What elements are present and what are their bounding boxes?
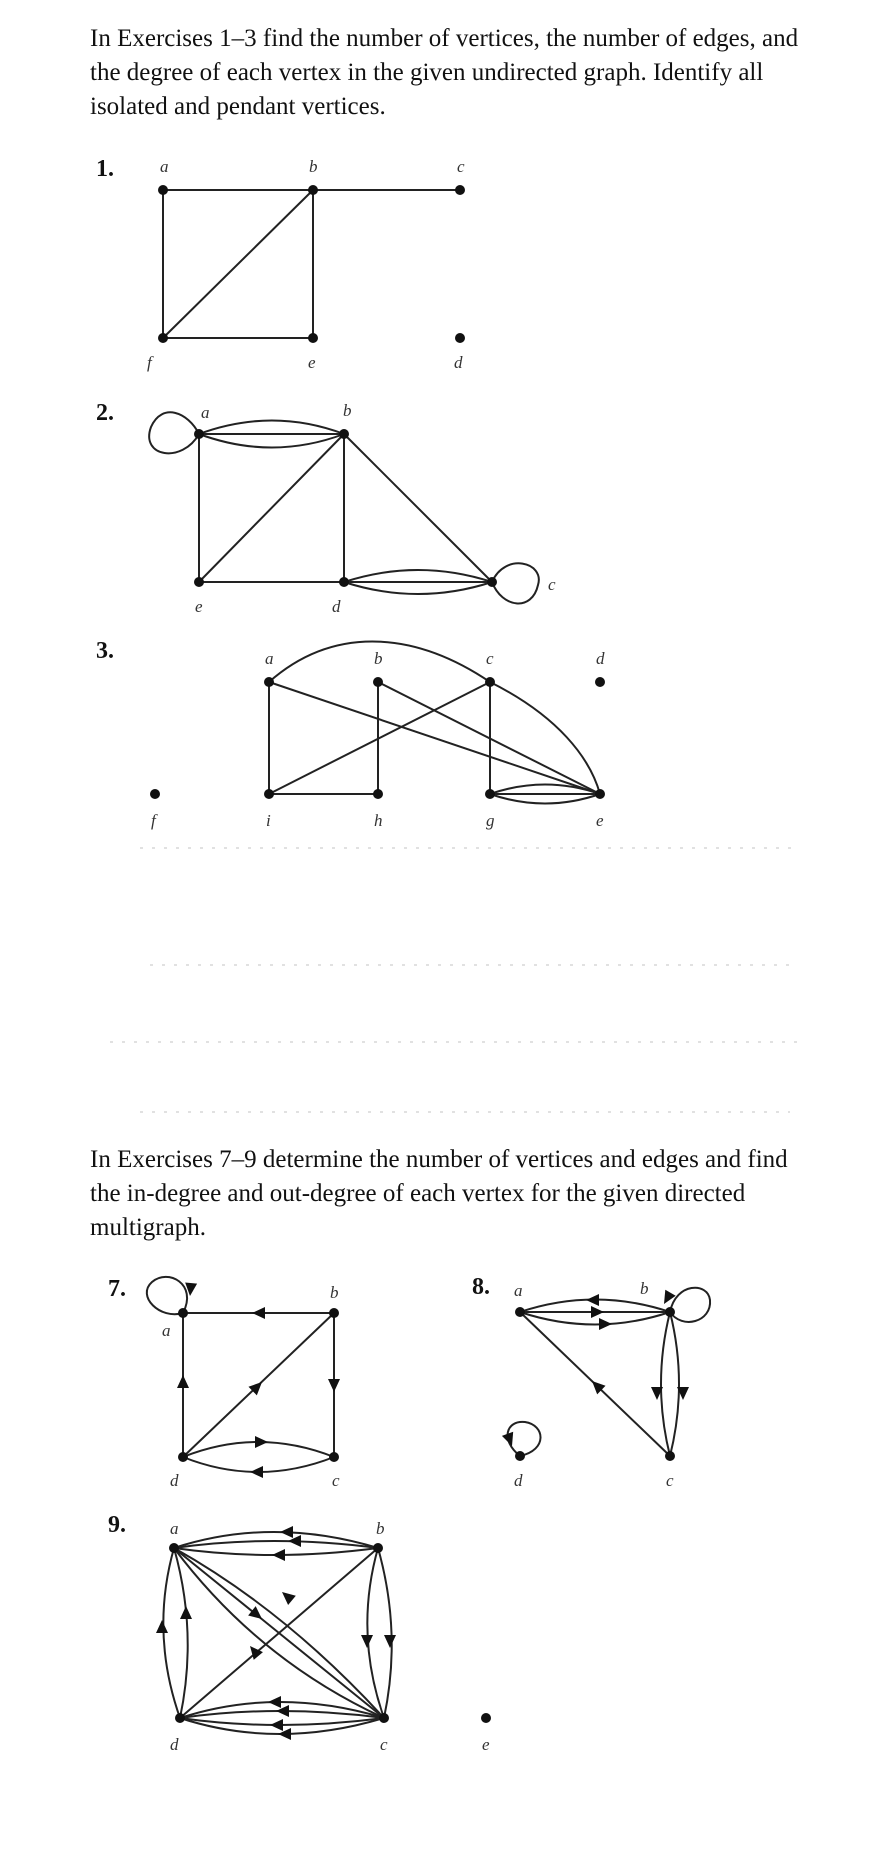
arrowhead: [156, 1620, 168, 1633]
label-a: a: [170, 1519, 179, 1538]
arrowhead: [252, 1307, 265, 1319]
arrowhead: [288, 1535, 301, 1547]
label-a: a: [201, 403, 210, 422]
label-a: a: [162, 1321, 171, 1340]
vertex-d: [178, 1452, 188, 1462]
edge-c-e: [490, 682, 600, 794]
label-h: h: [374, 811, 383, 830]
label-g: g: [486, 811, 495, 830]
vertex-i: [264, 789, 274, 799]
exercise-number-2: 2.: [96, 400, 114, 426]
edge-b-c: [344, 434, 492, 582]
arrowhead: [361, 1635, 373, 1648]
arrowhead: [591, 1306, 604, 1318]
label-c: c: [666, 1471, 674, 1490]
vertex-d: [455, 333, 465, 343]
edge-g-e-lower: [490, 794, 600, 804]
vertex-c: [455, 185, 465, 195]
edge-b-a-1: [174, 1532, 378, 1548]
edge-b-c-left: [661, 1312, 670, 1456]
arrowhead: [276, 1705, 289, 1717]
arrowhead: [245, 1642, 263, 1660]
vertex-b: [373, 677, 383, 687]
edge-d-c-lower: [344, 582, 492, 594]
vertex-e: [308, 333, 318, 343]
edge-a-b-upper: [199, 421, 344, 435]
edge-i-c: [269, 682, 490, 794]
edge-b-c-right: [670, 1312, 679, 1456]
graph-7: [108, 1276, 340, 1490]
label-e: e: [308, 353, 316, 372]
label-c: c: [380, 1735, 388, 1754]
exercise-number-3: 3.: [96, 638, 114, 664]
graph-2: [96, 400, 556, 616]
arrowhead: [278, 1728, 291, 1740]
label-c: c: [548, 575, 556, 594]
label-d: d: [332, 597, 341, 616]
arrowhead: [268, 1696, 281, 1708]
vertex-d: [339, 577, 349, 587]
vertex-b: [308, 185, 318, 195]
label-b: b: [343, 401, 352, 420]
loop-c: [492, 563, 539, 603]
label-d: d: [170, 1735, 179, 1754]
label-a: a: [265, 649, 274, 668]
vertex-d: [515, 1451, 525, 1461]
edge-b-d: [180, 1548, 378, 1718]
vertex-f: [158, 333, 168, 343]
arrowhead: [180, 1606, 192, 1619]
label-b: b: [309, 157, 318, 176]
scan-artifacts: [110, 848, 800, 1112]
vertex-a: [158, 185, 168, 195]
arrowhead: [384, 1635, 396, 1648]
arrowhead: [280, 1526, 293, 1538]
label-b: b: [374, 649, 383, 668]
exercise-number-7: 7.: [108, 1276, 126, 1302]
edge-e-b: [199, 434, 344, 582]
label-b: b: [376, 1519, 385, 1538]
vertex-e: [481, 1713, 491, 1723]
edge-d-c-upper: [344, 570, 492, 582]
label-d: d: [454, 353, 463, 372]
label-c: c: [457, 157, 465, 176]
edge-a-e: [269, 682, 600, 794]
vertex-c: [487, 577, 497, 587]
vertex-e: [194, 577, 204, 587]
label-d: d: [170, 1471, 179, 1490]
graph-9: [108, 1512, 491, 1754]
edge-b-c-right: [378, 1548, 392, 1718]
vertex-a: [515, 1307, 525, 1317]
label-a: a: [514, 1281, 523, 1300]
arrowhead: [250, 1466, 263, 1478]
edge-a-d: [174, 1548, 188, 1718]
vertex-b: [329, 1308, 339, 1318]
exercise-number-1: 1.: [96, 156, 114, 182]
vertex-d: [175, 1713, 185, 1723]
vertex-d: [595, 677, 605, 687]
arrowhead: [586, 1294, 599, 1306]
vertex-b: [665, 1307, 675, 1317]
intro-directed-paragraph: In Exercises 7–9 determine the number of vertices and edges and find the in-degree and out-degree of each vertex for the given directed multigraph.: [90, 1146, 788, 1241]
loop-a: [149, 412, 199, 453]
vertex-f: [150, 789, 160, 799]
exercise-number-8: 8.: [472, 1274, 490, 1300]
edge-b-a-2: [174, 1541, 378, 1548]
vertex-c: [485, 677, 495, 687]
label-d: d: [596, 649, 605, 668]
vertex-e: [595, 789, 605, 799]
arrowhead: [272, 1549, 285, 1561]
label-f: f: [151, 811, 156, 830]
label-d: d: [514, 1471, 523, 1490]
label-f: f: [147, 353, 152, 372]
exercise-number-9: 9.: [108, 1512, 126, 1538]
vertex-c: [379, 1713, 389, 1723]
edge-f-b: [163, 190, 313, 338]
arrowhead: [328, 1379, 340, 1392]
edge-b-c-left: [367, 1548, 384, 1718]
label-e: e: [195, 597, 203, 616]
graph-8: [472, 1274, 710, 1490]
loop-b: [670, 1288, 710, 1322]
label-b: b: [330, 1283, 339, 1302]
label-e: e: [482, 1735, 490, 1754]
arrowhead: [278, 1587, 296, 1605]
label-i: i: [266, 811, 271, 830]
label-c: c: [486, 649, 494, 668]
arrowhead: [177, 1375, 189, 1388]
vertex-h: [373, 789, 383, 799]
graph-3: [96, 638, 605, 830]
vertex-g: [485, 789, 495, 799]
edge-a-b-lower: [199, 434, 344, 448]
vertex-b: [339, 429, 349, 439]
graph-1: [96, 156, 465, 372]
vertex-b: [373, 1543, 383, 1553]
arrowhead: [255, 1436, 268, 1448]
vertex-c: [329, 1452, 339, 1462]
label-c: c: [332, 1471, 340, 1490]
arrowhead: [599, 1318, 612, 1330]
arrowhead: [270, 1719, 283, 1731]
vertex-a: [169, 1543, 179, 1553]
label-a: a: [160, 157, 169, 176]
vertex-a: [178, 1308, 188, 1318]
vertex-a: [194, 429, 204, 439]
label-e: e: [596, 811, 604, 830]
vertex-a: [264, 677, 274, 687]
intro-undirected-paragraph: In Exercises 1–3 find the number of vertices, the number of edges, and the degree of each vertex in the given undirected graph. Identify all isolated and pendant vertices.: [90, 25, 799, 120]
vertex-c: [665, 1451, 675, 1461]
label-b: b: [640, 1279, 649, 1298]
